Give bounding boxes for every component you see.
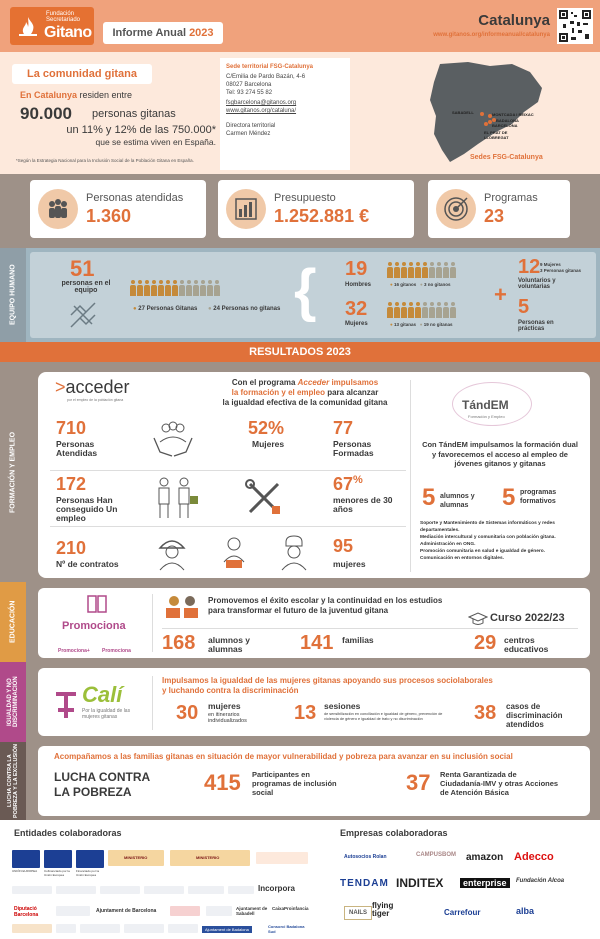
official-logo: [56, 886, 96, 894]
under30-number: [333, 474, 363, 495]
ig-women-label: mujeres: [208, 701, 241, 711]
sede-web[interactable]: www.gitanos.org/cataluna/: [226, 108, 297, 114]
estimate-line: que se estima viven en España.: [95, 137, 216, 147]
gitanas-text: 27 Personas Gitanas: [138, 306, 198, 312]
community-title: La comunidad gitana: [12, 64, 152, 84]
helmet-worker-icon: [152, 532, 192, 572]
entity-label: Ajuntament de Badalona: [202, 926, 252, 933]
divider: [162, 628, 578, 629]
official-logo: [144, 886, 184, 894]
acceder-sub: por el empleo de la población gitana: [67, 398, 124, 402]
mujeres-number: 32: [345, 298, 368, 320]
intro-b: Acceder: [297, 378, 330, 387]
people-number: 90.000: [20, 104, 72, 123]
stat-label: Presupuesto: [274, 192, 336, 204]
handshake-icon: [68, 300, 98, 330]
logo-small-text: Fundación Secretariado: [46, 11, 81, 23]
percentage-line: un 11% y 12% de las 750.000*: [66, 124, 216, 136]
chef-icon: [274, 532, 314, 572]
gitanas-label: ● 27 Personas Gitanas: [133, 306, 198, 312]
employed-number: 172: [56, 474, 87, 494]
promociona-plus: Promociona+: [58, 648, 90, 654]
hombres-label: Hombres: [345, 282, 372, 288]
hombres-detail: ● 16 gitanos ● 3 no gitanos: [390, 282, 451, 287]
acceder-intro: [200, 378, 410, 408]
qr-code-icon[interactable]: [557, 8, 593, 44]
official-logo: [56, 924, 76, 933]
ig-text1: Impulsamos la igualdad de las mujeres gitanas apoyando sus procesos sociolaborales: [162, 676, 493, 685]
entity-label: CaixaProinfancia: [272, 906, 309, 911]
bar-chart-icon: [226, 189, 266, 229]
list-item: Mediación intercultural y comunitaria con población gitana.: [420, 535, 556, 540]
formacion-side-label: FORMACIÓN Y EMPLEO: [0, 362, 26, 582]
students-reading-icon: [162, 594, 202, 620]
women-contracts-label: mujeres: [333, 559, 366, 569]
mujeres-ng: 19 no gitanas: [423, 322, 453, 327]
stat-value: 1.252.881 €: [274, 206, 370, 226]
edu-schools-label: centros educativos: [504, 635, 549, 654]
pobreza-participants-label: Participantes en programas de inclusión social: [252, 770, 337, 797]
intro-d: la formación y el empleo: [231, 388, 325, 397]
pobreza-renta-label: Renta Garantizada de Ciudadanía-IMV y otras Acciones de Atención Básica: [440, 770, 559, 797]
company-logo: flying tiger: [372, 901, 394, 918]
region-url[interactable]: www.gitanos.org/informeanual/catalunya: [433, 32, 550, 38]
official-logo: [256, 852, 308, 864]
mujeres-g: 13 gitanas: [393, 322, 416, 327]
edu-families-label: familias: [342, 635, 374, 645]
intro-a: Con el programa: [231, 378, 298, 387]
attended-label: Personas Atendidas: [56, 439, 98, 458]
entity-label: Financiado por la Unión Europea: [76, 869, 100, 877]
official-logo: [56, 906, 90, 916]
official-logo: [228, 886, 254, 894]
official-logo: [188, 886, 224, 894]
edu-text2: para transformar el futuro de la juventud gitana: [208, 606, 389, 615]
interns-number: 5: [518, 296, 530, 318]
entity-label: Diputació Barcelona: [14, 906, 39, 918]
employed-label: Personas Han conseguido Un empleo: [56, 495, 118, 523]
ig-text2: y luchando contra la discriminación: [162, 686, 299, 695]
stat-card-programs: [428, 180, 570, 238]
plus-icon: +: [494, 282, 507, 307]
edu-students-number: 168: [162, 632, 196, 654]
fsg-logo[interactable]: [10, 7, 94, 45]
region-word: En Catalunya: [20, 90, 78, 100]
attended-number: 710: [56, 418, 87, 438]
intro-f: la igualdad efectiva de la comunidad gitana: [222, 398, 388, 407]
cali-logo[interactable]: Calí: [82, 682, 123, 707]
official-logo: [168, 924, 198, 933]
report-label: Informe Anual: [112, 27, 186, 39]
tools-icon: [244, 478, 284, 518]
company-logo: Fundación Alcoa: [516, 878, 565, 884]
resident-line: [20, 90, 132, 100]
company-logo: amazon: [466, 852, 504, 863]
official-logo: [206, 906, 232, 916]
tandem-title: TándEM: [462, 398, 509, 412]
incorpora-logo: Incorpora: [258, 884, 295, 893]
intro-e: para alcanzar: [325, 388, 379, 397]
place-label: MONTCADA I REIXAC: [492, 112, 534, 117]
target-icon: [436, 189, 476, 229]
mujeres-figures: [387, 302, 457, 323]
pobreza-side-label: LUCHA CONTRA LA POBREZA Y LA EXCLUSIÓN: [0, 742, 26, 820]
tandem-sub: Formación y Empleo: [468, 414, 505, 419]
team-total-number: 51: [70, 256, 95, 281]
nogitanas-text: 24 Personas no gitanas: [213, 306, 281, 312]
tandem-program-list: [420, 520, 582, 562]
map-caption: Sedes FSG-Catalunya: [470, 154, 543, 161]
tandem-text: Con TándEM impulsamos la formación dual y favorecemos el acceso al empleo de jóvenes gitanos y gitanas: [422, 440, 578, 468]
company-logo: NAILS: [344, 906, 372, 920]
pobreza-title: LUCHA CONTRA LA POBREZA: [54, 770, 150, 799]
intro-c: impulsamos: [329, 378, 379, 387]
ig-women-detail: en itinerarios individualizados: [208, 712, 247, 724]
hombres-g: 16 gitanos: [393, 282, 417, 287]
company-logo: TENDAM: [340, 878, 389, 889]
vertical-divider: [410, 380, 411, 572]
place-label: BARCELONA: [492, 123, 518, 128]
list-item: Soporte y Mantenimiento de Sistemas informáticos y redes departamentales.: [420, 521, 555, 533]
stat-value: 23: [484, 206, 505, 226]
women-pct-number: 52%: [248, 418, 285, 438]
women-contracts-number: 95: [333, 536, 354, 556]
footnote: *Según la Estrategia Nacional para la Inclusión Social de la Población Gitana en España.: [16, 158, 194, 163]
logo-big-text: Gitano: [44, 24, 92, 41]
official-logo: [100, 886, 140, 894]
promociona-b: Promociona: [102, 648, 131, 654]
under30-label: menores de 30 años: [333, 495, 393, 514]
people-label: personas gitanas: [92, 108, 176, 120]
stat-card-budget: [218, 180, 414, 238]
book-icon: [86, 594, 108, 614]
under30-value: 67: [333, 474, 354, 494]
volunteers-detail1: 9 Mujeres: [540, 262, 561, 267]
flame-icon: [16, 15, 40, 39]
report-year: 2023: [189, 27, 214, 39]
ig-women-number: 30: [176, 702, 199, 724]
official-logo: [12, 924, 52, 933]
sede-box: [220, 58, 350, 170]
vertical-divider: [152, 594, 153, 652]
entity-label: Consorci Badalona Sud: [268, 924, 305, 934]
nogitanas-label: ● 24 Personas no gitanas: [208, 306, 281, 312]
sede-address2: 08027 Barcelona: [226, 82, 272, 88]
entity-label: Cofinanciado por la Unión Europea: [44, 869, 70, 877]
hombres-number: 19: [345, 258, 368, 280]
volunteers-number: 12: [518, 256, 541, 278]
female-symbol-icon: [54, 690, 80, 720]
edu-text1: Promovemos el éxito escolar y la continuidad en los estudios: [208, 596, 443, 605]
volunteers-detail2: 3 Personas gitanas: [540, 268, 582, 273]
entity-label: Ajuntament de Barcelona: [96, 908, 157, 914]
place-label: EL PRAT DE LLOBREGAT: [484, 130, 509, 140]
sede-phone: Tel: 93 274 55 82: [226, 90, 273, 96]
company-logo: INDITEX: [396, 876, 444, 890]
edu-students-label: alumnos y alumnas: [208, 635, 251, 654]
tandem-students-number: 5: [422, 484, 436, 511]
workers-icon: [150, 476, 200, 520]
graduation-cap-icon: [468, 612, 488, 626]
region-title: Catalunya: [478, 12, 550, 29]
under30-pct: %: [353, 474, 363, 486]
eu-flag-icon: [76, 850, 104, 868]
divider: [50, 526, 406, 527]
interns-label: Personas en prácticas: [518, 320, 554, 332]
sede-email[interactable]: fsgbarcelona@gitanos.org: [226, 100, 297, 106]
people-group-icon: [38, 189, 78, 229]
eu-flag-icon: [12, 850, 40, 868]
ig-sessions-label: sesiones: [324, 701, 361, 711]
volunteers-label: Voluntarios y voluntarias: [518, 278, 556, 290]
cali-sub: Por la igualdad de las mujeres gitanas: [82, 708, 131, 720]
entity-label: UNIÓN EUROPEA: [12, 869, 38, 873]
sede-address1: C/Emilia de Pardo Bazán, 4-6: [226, 74, 306, 80]
official-logo: [170, 906, 200, 916]
tandem-programs-number: 5: [502, 484, 516, 511]
official-logo: [80, 924, 120, 933]
trained-number: 77: [333, 418, 354, 438]
list-item: Promoción comunitaria en salud e igualdad de género.: [420, 549, 546, 554]
results-title: RESULTADOS 2023: [0, 342, 600, 362]
office-worker-icon: [214, 532, 254, 572]
hombres-figures: [387, 262, 457, 283]
entity-label: Ajuntament de Sabadell: [236, 906, 268, 916]
director-label: Directora territorial: [226, 123, 276, 129]
stat-card-attended: [30, 180, 206, 238]
acceder-logo[interactable]: >acceder: [55, 377, 130, 397]
place-label: SABADELL: [452, 110, 474, 115]
tandem-programs-label: programas formativos: [520, 489, 557, 505]
company-logo: Carrefour: [444, 908, 481, 917]
entity-label: MINISTERIO: [124, 855, 148, 860]
acceder-text: acceder: [65, 377, 130, 397]
team-figures: [130, 280, 221, 301]
report-pill: [103, 22, 223, 44]
ig-cases-number: 38: [474, 702, 497, 724]
official-logo: [12, 886, 52, 894]
stat-label: Programas: [484, 192, 538, 204]
edu-schools-number: 29: [474, 632, 497, 654]
company-logo: Autosocios Rolan: [344, 854, 387, 860]
resident-text: residen entre: [79, 90, 133, 100]
pobreza-text: Acompañamos a las familias gitanas en situación de mayor vulnerabilidad y pobreza para avanzar en su inclusión social: [54, 752, 513, 761]
list-item: Administración en ONG.: [420, 542, 476, 547]
women-pct-label: Mujeres: [252, 439, 285, 449]
trained-label: Personas Formadas: [333, 439, 374, 458]
mujeres-detail: ● 13 gitanas ● 19 no gitanas: [390, 322, 453, 327]
empresas-heading: Empresas colaboradoras: [340, 828, 448, 838]
stat-value: 1.360: [86, 206, 132, 226]
educacion-side-label: EDUCACIÓN: [0, 582, 26, 662]
brace-icon: {: [294, 258, 317, 323]
course-label: Curso 2022/23: [490, 612, 565, 624]
list-item: Comunicación en entornos digitales.: [420, 556, 504, 561]
igualdad-side-label: IGUALDAD Y NO DISCRIMINACIÓN: [0, 662, 26, 742]
vertical-divider: [152, 676, 153, 730]
pobreza-participants-number: 415: [204, 770, 241, 795]
contracts-number: 210: [56, 538, 87, 558]
promociona-logo[interactable]: Promociona: [62, 620, 126, 632]
tandem-students-label: alumnos y alumnas: [440, 493, 475, 509]
place-label: BADALONA: [496, 118, 519, 123]
company-logo: alba: [516, 906, 535, 916]
entidades-heading: Entidades colaboradoras: [14, 828, 122, 838]
company-logo: CAMPUSBOM: [416, 852, 456, 858]
official-logo: [124, 924, 164, 933]
company-logo: enterprise: [460, 878, 510, 888]
pobreza-renta-number: 37: [406, 770, 431, 795]
company-logo: Adecco: [514, 851, 554, 863]
contracts-label: Nº de contratos: [56, 559, 119, 569]
stat-label: Personas atendidas: [86, 192, 184, 204]
eu-flag-icon: [44, 850, 72, 868]
hands-people-icon: [150, 418, 196, 462]
director-name: Carmen Méndez: [226, 131, 271, 137]
ig-sessions-detail: de sensibilización en conciliación e igualdad de género, prevención de violencia de género e igualdad de trato y no discriminación: [324, 712, 443, 721]
ig-cases-label: casos de discriminación atendidos: [506, 702, 563, 729]
edu-families-number: 141: [300, 632, 334, 654]
ig-sessions-number: 13: [294, 702, 317, 724]
team-total-label: personas en el equipo: [61, 280, 111, 294]
mujeres-label: Mujeres: [345, 321, 368, 327]
entity-label: MINISTERIO: [196, 855, 220, 860]
hombres-ng: 3 no gitanos: [424, 282, 451, 287]
sede-title: Sede territorial FSG-Catalunya: [226, 64, 314, 70]
team-side-label: EQUIPO HUMANO: [0, 248, 26, 342]
divider: [50, 470, 406, 471]
